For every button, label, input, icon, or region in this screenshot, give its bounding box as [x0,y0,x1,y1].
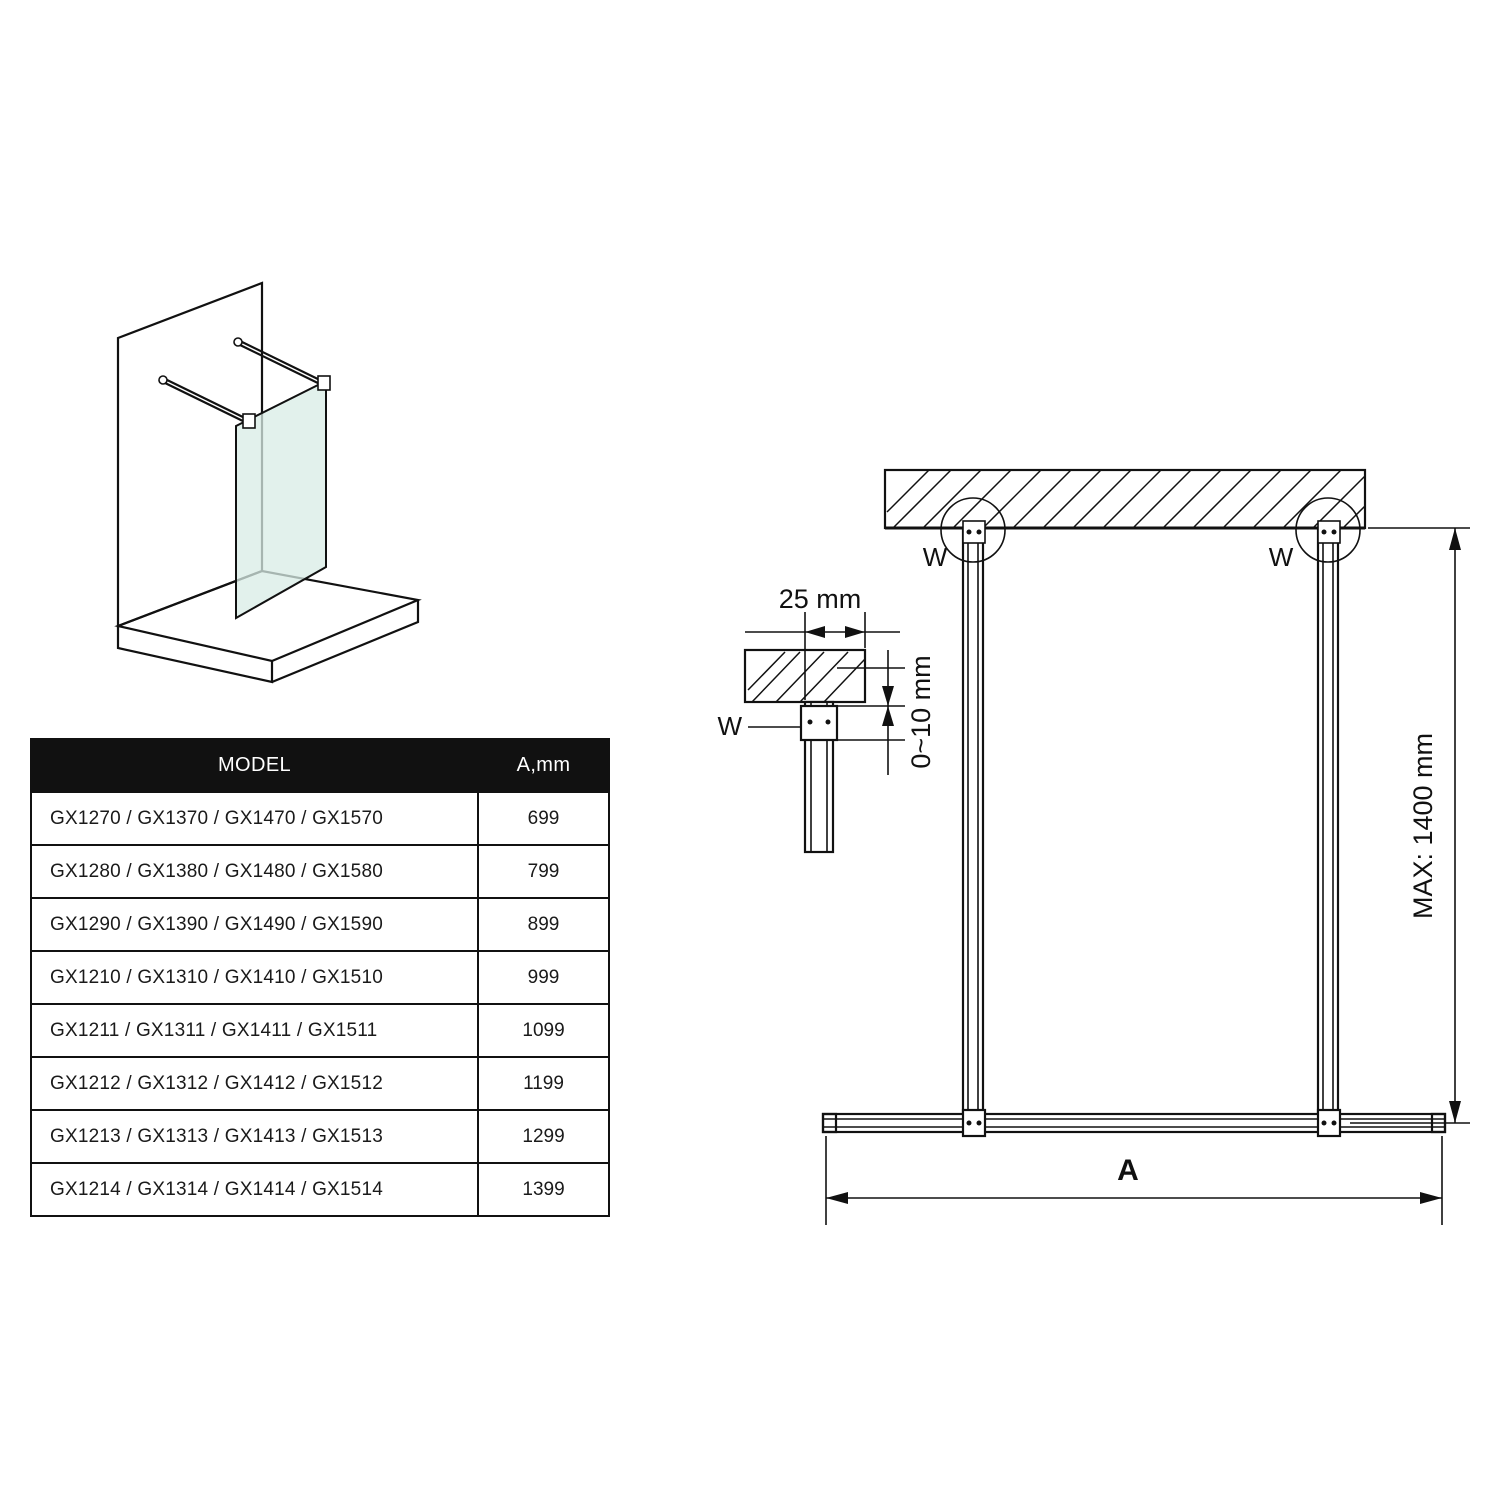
cell-model: GX1270 / GX1370 / GX1470 / GX1570 [31,792,478,845]
detail-width-label: 25 mm [778,584,862,614]
table-row [31,1057,609,1110]
column-header-model: MODEL [31,739,478,792]
table-row [31,845,609,898]
table-row [31,792,609,845]
cell-value: 699 [478,792,609,845]
cell-model: GX1280 / GX1380 / GX1480 / GX1580 [31,845,478,898]
detail-gap-label: 0~10 mm [906,655,936,769]
elevation-wall-marker-left: W [922,542,948,572]
elevation-height-label: MAX: 1400 mm [1408,732,1438,920]
cell-model: GX1214 / GX1314 / GX1414 / GX1514 [31,1163,478,1216]
side-detail-view [717,584,936,852]
cell-value: 999 [478,951,609,1004]
table-row [31,898,609,951]
cell-value: 1099 [478,1004,609,1057]
table-header-row [31,739,609,792]
cell-model: GX1211 / GX1311 / GX1411 / GX1511 [31,1004,478,1057]
cell-model: GX1213 / GX1313 / GX1413 / GX1513 [31,1110,478,1163]
table-row [31,1004,609,1057]
cell-value: 1399 [478,1163,609,1216]
cell-value: 1299 [478,1110,609,1163]
elevation-width-label: A [1117,1154,1139,1187]
cell-model: GX1210 / GX1310 / GX1410 / GX1510 [31,951,478,1004]
cell-value: 899 [478,898,609,951]
cell-model: GX1212 / GX1312 / GX1412 / GX1512 [31,1057,478,1110]
elevation-wall-marker-right: W [1268,542,1294,572]
detail-wall-marker: W [717,711,742,741]
front-elevation-view [823,470,1470,1225]
cell-value: 1199 [478,1057,609,1110]
cell-model: GX1290 / GX1390 / GX1490 / GX1590 [31,898,478,951]
table-row [31,1163,609,1216]
model-dimension-table [30,738,610,1217]
cell-value: 799 [478,845,609,898]
isometric-product-view [118,283,418,682]
table-row [31,951,609,1004]
table-row [31,1110,609,1163]
column-header-value: A,mm [478,739,609,792]
